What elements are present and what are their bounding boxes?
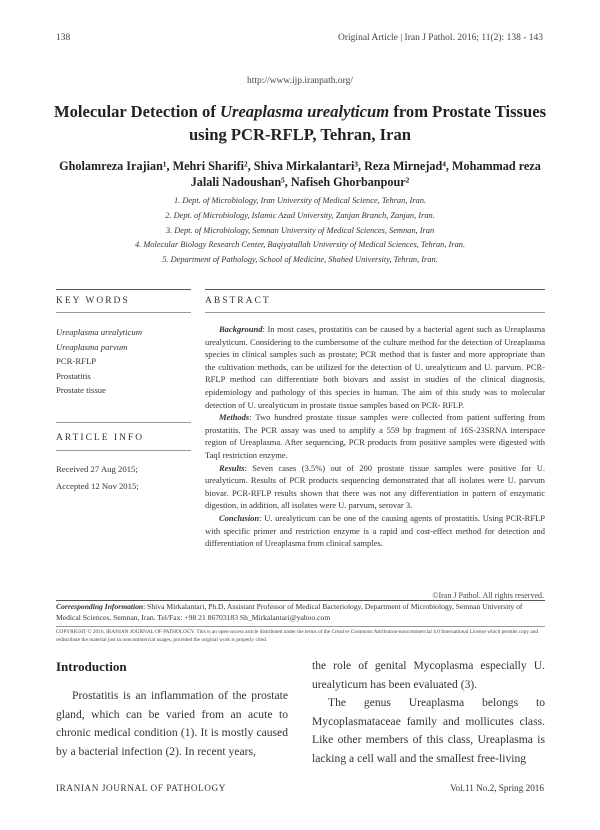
conclusion-label: Conclusion — [219, 512, 260, 523]
background-text: : In most cases, prostatitis can be caused by a bacterial agent such as Ureaplasma urealyticum. Considering to the cumbersome of the culture method for the detection of Ureaplasma species in clinical samples such as prostate; PCR method that is faster and more appropriate than the cultivation methods, can be utilized for the detection of U. urealyticum and U. parvum. PCR-RFLP method can differentiate both biovars and assist in studies of the clinical diagnosis, epidemiology and pathology of this species in human. The aim of this study was to molecular detection of U. urealyticum in prostate tissue samples based on PCR- RFLP. — [205, 324, 545, 410]
keyword: Prostatitis — [56, 370, 91, 381]
affiliation: 3. Dept. of Microbiology, Semnan University of Medical Sciences, Semnan, Iran — [165, 225, 435, 235]
methods-label: Methods — [219, 412, 250, 423]
introduction-heading: Introduction — [56, 659, 127, 674]
citation-header: Original Article | Iran J Pathol. 2016; 11(2): 138 - 143 — [338, 33, 543, 43]
intro-paragraph: the role of genital Mycoplasma especially U. urealyticum has been evaluated (3). — [312, 659, 545, 691]
abstract-conclusion — [205, 512, 545, 550]
article-title — [50, 100, 550, 146]
conclusion-text: : U. urealyticum can be one of the causing agents of prostatitis. Using PCR-RFLP with specific primer and restriction enzyme is a rapid and cost-effect method for detection and differentiation of Ureaplasma from clinical samples. — [205, 512, 545, 549]
title-part1: Molecular Detection of — [53, 102, 220, 121]
intro-paragraph: The genus Ureaplasma belongs to Mycoplasmataceae family and mollicutes class. Like other members of this class, Ureaplasma is lacking a cell wall and the smallest free-living — [312, 696, 545, 765]
article-info-under-rule — [56, 450, 191, 451]
abstract-under-rule — [205, 312, 545, 313]
copyright-notice: ©Iran J Pathol. All rights reserved. — [432, 591, 544, 600]
article-info-heading: ARTICLE INFO — [56, 433, 145, 443]
footer-journal: IRANIAN JOURNAL OF PATHOLOGY — [56, 783, 227, 793]
keyword: Ureaplasma parvum — [56, 341, 128, 352]
affiliation: 5. Department of Pathology, School of Medicine, Shahed University, Tehran, Iran. — [162, 255, 438, 265]
results-label: Results — [219, 462, 245, 473]
introduction-right-column — [312, 657, 545, 769]
intro-paragraph: Prostatitis is an inflammation of the prostate gland, which can be varied from an acute to chronic medical condition (1). It is mostly caused by a bacterial infection (2). In recent years, — [56, 689, 288, 758]
keyword: Ureaplasma urealyticum — [56, 327, 142, 337]
corresponding-text: : Shiva Mirkalantari, Ph.D, Assistant Professor of Medical Bacteriology, Department of Microbiology, Semnan University of Medical Sciences, Semnan, Iran. Tel/Fax: +98 21 86703183 Sh_Mirkalantari@yahoo.com — [56, 602, 523, 622]
footer-volume: Vol.11 No.2, Spring 2016 — [450, 783, 544, 793]
abstract-body — [205, 323, 545, 550]
page-number: 138 — [56, 33, 71, 43]
keywords-list — [56, 325, 142, 398]
abstract-top-rule — [205, 289, 545, 290]
corresponding-top-rule — [56, 600, 545, 601]
authors-line-1: Gholamreza Irajian¹, Mehri Sharifi², Shiva Mirkalantari³, Reza Mirnejad⁴, Mohammad reza — [59, 159, 541, 173]
affiliation: 4. Molecular Biology Research Center, Baqiyatallah University of Medical Sciences, Tehran, Iran. — [134, 240, 466, 250]
results-text: : Seven cases (3.5%) out of 200 prostate tissue samples were positive for U. urealyticum. Results of PCR products sequencing demonstrated that all isolates were U. parvum biovar. PCR-RFLP results shown that there was not any differentiation in pattern of enzymatic digestion, in addition, all isolates were U. parvum, serovar 3. — [205, 462, 545, 511]
keyword: PCR-RFLP — [56, 356, 97, 367]
license-text: COPYRIGHT © 2016, IRANIAN JOURNAL OF PATHOLOGY. This is an open-access article distributed under the terms of the Creative Commons Attribution-noncommercial 4.0 International License which permits copy and redistribute the material just in noncommercial usages, provided the original work is properly cited. — [56, 629, 539, 643]
keywords-top-rule — [56, 289, 191, 290]
abstract-heading: ABSTRACT — [205, 296, 271, 306]
keywords-heading: KEY WORDS — [56, 296, 130, 306]
affiliations — [50, 194, 550, 268]
affiliation: 1. Dept. of Microbiology, Iran University of Medical Science, Tehran, Iran. — [174, 196, 426, 205]
affiliation: 2. Dept. of Microbiology, Islamic Azad University, Zanjan Branch, Zanjan, Iran. — [165, 210, 435, 220]
article-history — [56, 461, 139, 495]
background-label: Background — [219, 324, 263, 334]
author-list — [50, 158, 550, 190]
keywords-under-rule — [56, 312, 191, 313]
accepted-date: Accepted 12 Nov 2015; — [56, 481, 139, 491]
license-top-rule — [56, 626, 545, 627]
corresponding-info — [56, 602, 545, 623]
abstract-results — [205, 462, 545, 512]
article-info-top-rule — [56, 422, 191, 423]
abstract-methods — [205, 411, 545, 461]
methods-text: : Two hundred prostate tissue samples were collected from patient suffering from prostatitis. The PCR assay was used to amplify a 559 bp fragment of 16S-23SRNA interspace region of Ureaplasma. After sequencing, PCR products from positive samples were digested with TaqI restriction enzyme. — [205, 412, 545, 460]
title-species: Ureaplasma urealyticum — [220, 102, 390, 121]
introduction-left-column — [56, 687, 288, 761]
journal-url[interactable]: http://www.ijp.iranpath.org/ — [246, 76, 354, 86]
received-date: Received 27 Aug 2015; — [56, 464, 138, 474]
title-part2: from Prostate Tissues using PCR-RFLP, Tehran, Iran — [188, 102, 547, 144]
keyword: Prostate tissue — [56, 385, 106, 396]
authors-line-2: Jalali Nadoushan⁵, Nafiseh Ghorbanpour² — [190, 175, 410, 189]
corresponding-label: Corresponding Information — [56, 602, 144, 611]
abstract-background — [205, 323, 545, 411]
